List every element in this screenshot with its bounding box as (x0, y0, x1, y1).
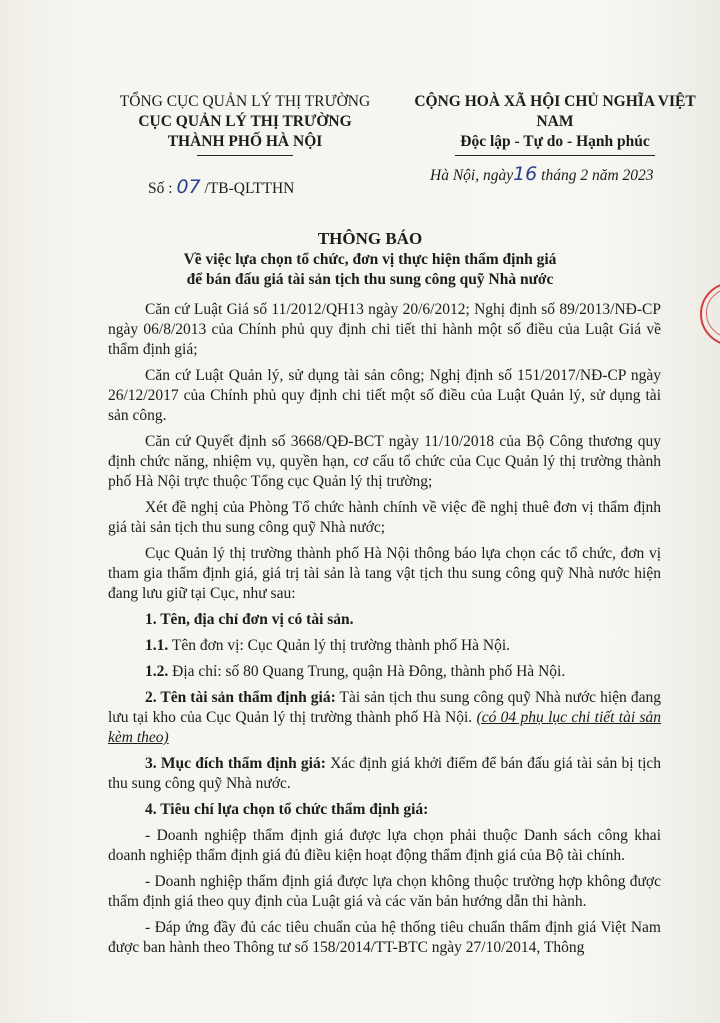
paragraph-legal-basis-2: Căn cứ Luật Quản lý, sử dụng tài sản công; Nghị định số 151/2017/NĐ-CP ngày 26/12/2017 của Chính phủ quy định chi tiết một số điều của Luật Quản lý, sử dụng tài sản công. (108, 367, 661, 424)
paragraph-proposal: Xét đề nghị của Phòng Tổ chức hành chính về việc đề nghị thuê đơn vị thẩm định giá tài sản tịch thu sung công quỹ Nhà nước; (108, 499, 661, 536)
paragraph-legal-basis-1: Căn cứ Luật Giá số 11/2012/QH13 ngày 20/6/2012; Nghị định số 89/2013/NĐ-CP ngày 06/8/2013 của Chính phủ quy định chi tiết thi hành một số điều của Luật Giá về thẩm định giá; (108, 301, 661, 358)
notice-subject-line1: Về việc lựa chọn tổ chức, đơn vị thực hiện thẩm định giá (183, 251, 557, 268)
section-1-1 (108, 636, 661, 656)
number-suffix: /TB-QLTTHN (204, 180, 295, 197)
section-1-1-label: 1.1. (145, 637, 169, 654)
document-number (148, 176, 294, 198)
section-1-heading: 1. Tên, địa chỉ đơn vị có tài sản. (145, 611, 354, 628)
notice-title-block (120, 228, 620, 290)
number-prefix: Số : (148, 180, 173, 197)
section-2-label: 2. Tên tài sản thẩm định giá: (145, 689, 336, 706)
document-date (430, 163, 654, 185)
criterion-3: - Đáp ứng đầy đủ các tiêu chuẩn của hệ thống tiêu chuẩn thẩm định giá Việt Nam được ban hành theo Thông tư số 158/2014/TT-BTC ngày 27/10/2014, Thông (108, 919, 661, 956)
national-motto-header (405, 92, 705, 156)
date-suffix: tháng 2 năm 2023 (541, 167, 654, 184)
agency-name: CỤC QUẢN LÝ THỊ TRƯỜNG (138, 113, 352, 130)
issuing-agency-header (100, 92, 390, 156)
agency-city: THÀNH PHỐ HÀ NỘI (167, 133, 323, 150)
section-1-1-text: Tên đơn vị: Cục Quản lý thị trường thành phố Hà Nội. (168, 637, 511, 654)
motto: Độc lập - Tự do - Hạnh phúc (460, 133, 650, 150)
parent-agency-name: TỔNG CỤC QUẢN LÝ THỊ TRƯỜNG (119, 93, 371, 110)
section-1-2 (108, 662, 661, 682)
handwritten-number: 07 (176, 176, 201, 198)
section-1-2-label: 1.2. (145, 663, 169, 680)
criterion-2: - Doanh nghiệp thẩm định giá được lựa chọn không thuộc trường hợp không được thẩm định giá theo quy định của Luật giá và các văn bản hướng dẫn thi hành. (108, 873, 661, 910)
criterion-1: - Doanh nghiệp thẩm định giá được lựa chọn phải thuộc Danh sách công khai doanh nghiệp thẩm định giá đủ điều kiện hoạt động thẩm định giá của Bộ tài chính. (108, 827, 661, 864)
section-2 (108, 688, 661, 748)
handwritten-day: 16 (513, 163, 538, 185)
section-3-text: Xác định giá khởi điểm để bán đấu giá tài sản bị tịch thu sung công quỹ Nhà nước. (108, 755, 662, 792)
agency-underline (197, 155, 293, 156)
motto-underline (455, 155, 655, 156)
country-name: CỘNG HOÀ XÃ HỘI CHỦ NGHĨA VIỆT NAM (414, 93, 696, 130)
section-2-text: Tài sản tịch thu sung công quỹ Nhà nước hiện đang lưu tại kho của Cục Quản lý thị trường thành phố Hà Nội. (108, 689, 661, 726)
date-prefix: Hà Nội, ngày (430, 167, 514, 184)
section-4-heading: 4. Tiêu chí lựa chọn tổ chức thẩm định giá: (145, 801, 429, 818)
paragraph-legal-basis-3: Căn cứ Quyết định số 3668/QĐ-BCT ngày 11/10/2018 của Bộ Công thương quy định chức năng, nhiệm vụ, quyền hạn, cơ cấu tổ chức của Cục Quản lý thị trường thành phố Hà Nội trực thuộc Tổng cục Quản lý thị trường; (108, 433, 661, 490)
paragraph-announcement: Cục Quản lý thị trường thành phố Hà Nội thông báo lựa chọn các tổ chức, đơn vị tham gia thẩm định giá, giá trị tài sản là tang vật tịch thu sung công quỹ Nhà nước hiện đang lưu giữ tại Cục, như sau: (108, 545, 661, 602)
section-1-2-text: Địa chỉ: số 80 Quang Trung, quận Hà Đông, thành phố Hà Nội. (168, 663, 566, 680)
section-3-label: 3. Mục đích thẩm định giá: (145, 755, 326, 772)
appendix-note: (có 04 phụ lục chi tiết tài sản kèm theo) (108, 709, 662, 746)
notice-subject-line2: để bán đấu giá tài sản tịch thu sung công quỹ Nhà nước (186, 271, 554, 288)
section-3 (108, 754, 661, 794)
document-body (108, 300, 661, 964)
notice-title: THÔNG BÁO (317, 229, 423, 248)
